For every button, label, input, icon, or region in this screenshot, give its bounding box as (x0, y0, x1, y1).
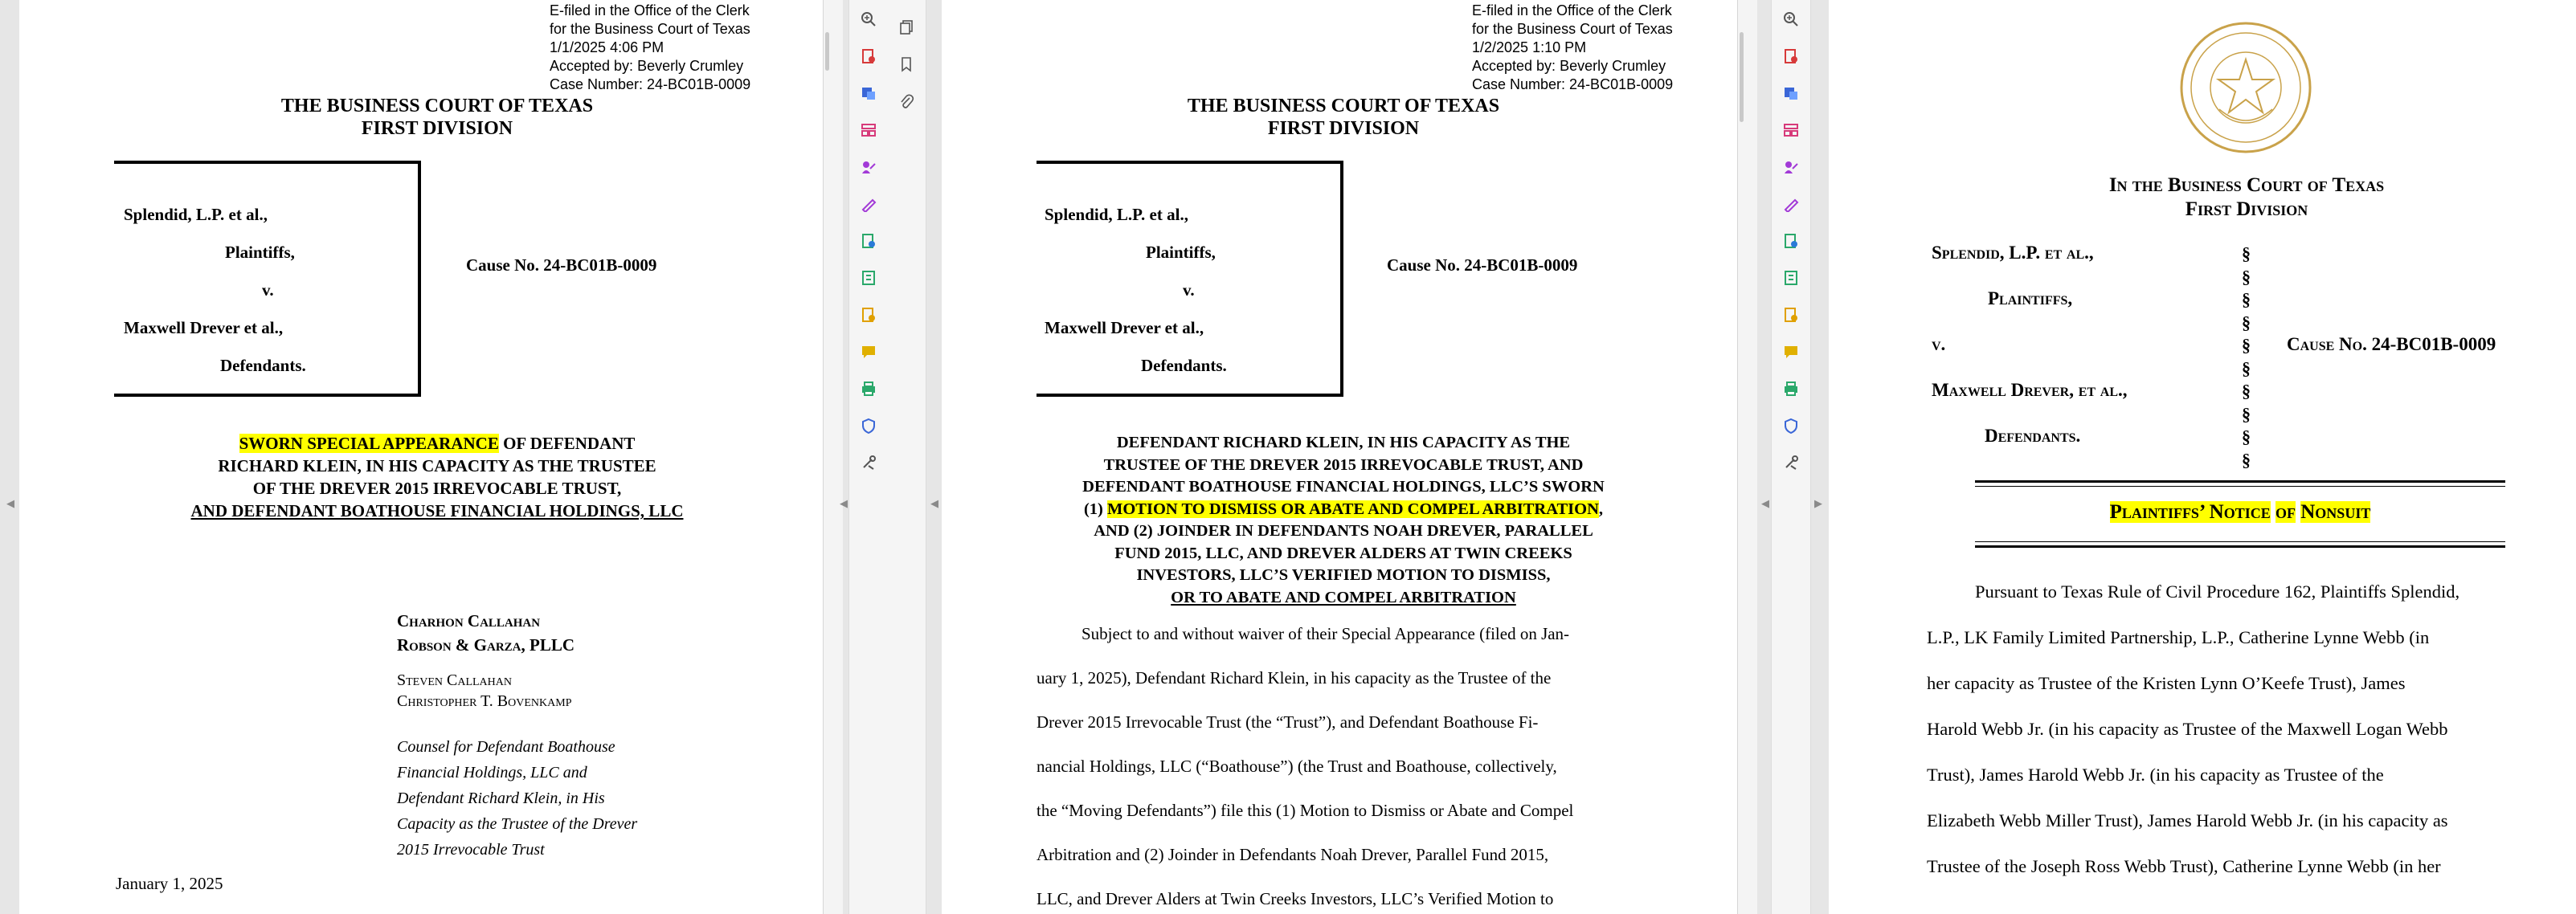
bookmarks-icon[interactable] (898, 56, 914, 72)
export-file-icon[interactable] (1783, 307, 1799, 323)
more-tools-icon[interactable] (1783, 455, 1799, 471)
defendant-name: Maxwell Drever et al., (1045, 318, 1204, 337)
efile-stamp: E-filed in the Office of the Clerk for the Business Court of Texas 1/1/2025 4:06 PM Accepted by: Beverly Crumley Case Number: 24-BC01B-0009 (550, 2, 751, 92)
defendants-label: Defendants. (1985, 426, 2081, 446)
document-title: SWORN SPECIAL APPEARANCE OF DEFENDANT RICHARD KLEIN, IN HIS CAPACITY AS THE TRUSTEE OF THE DREVER 2015 IRREVOCABLE TRUST, AND DEFENDANT BOATHOUSE FINANCIAL HOLDINGS, LLC (190, 434, 684, 520)
zoom-icon[interactable] (1783, 11, 1799, 27)
panel-collapse-arrow[interactable]: ◀ (840, 498, 848, 510)
defendant-name: Maxwell Drever et al., (124, 318, 284, 337)
filing-date: January 1, 2025 (116, 874, 223, 893)
panel-collapse-arrow[interactable]: ◀ (930, 498, 938, 510)
scrollbar[interactable] (823, 0, 843, 914)
print-icon[interactable] (861, 381, 877, 397)
more-tools-icon[interactable] (861, 455, 877, 471)
scrollbar[interactable] (1737, 0, 1757, 914)
court-heading: THE BUSINESS COURT OF TEXAS FIRST DIVISION (1187, 96, 1500, 139)
highlighted-title: SWORN SPECIAL APPEARANCE (239, 434, 499, 453)
court-seal (2177, 19, 2314, 156)
attorney-names: Steven Callahan Christopher T. Bovenkamp (397, 671, 572, 710)
notice-title: Plaintiffs’ Notice of Nonsuit (2109, 501, 2371, 523)
export-pdf-icon[interactable] (1783, 48, 1799, 64)
versus: v. (1183, 280, 1195, 300)
versus: v. (1932, 334, 1946, 354)
create-pdf-icon[interactable] (861, 233, 877, 249)
request-signatures-icon[interactable] (861, 159, 877, 175)
document-page-2 (942, 0, 1737, 914)
tools-pane (1771, 0, 1811, 914)
left-panel-collapse-arrow[interactable]: ◀ (6, 498, 14, 510)
panel-expand-arrow[interactable]: ▶ (1814, 498, 1822, 510)
document-page-1 (19, 0, 823, 914)
cause-number: Cause No. 24-BC01B-0009 (466, 255, 657, 275)
court-heading: In the Business Court of Texas First Division (2108, 174, 2385, 220)
protect-icon[interactable] (861, 418, 877, 434)
compress-pdf-icon[interactable] (1783, 270, 1799, 286)
zoom-icon[interactable] (861, 11, 877, 27)
fill-sign-icon[interactable] (861, 196, 877, 212)
tools-pane (848, 0, 889, 914)
defendants-label: Defendants. (1141, 356, 1227, 375)
scrollbar-thumb[interactable] (825, 32, 829, 71)
plaintiff-name: Splendid, L.P. et al., (1932, 243, 2094, 263)
page-thumbnails-icon[interactable] (898, 19, 914, 35)
attachments-icon[interactable] (898, 93, 914, 109)
nav-pane (887, 0, 926, 914)
compress-pdf-icon[interactable] (861, 270, 877, 286)
panel-collapse-arrow[interactable]: ◀ (1761, 498, 1769, 510)
body-text: Pursuant to Texas Rule of Civil Procedure 162, Plaintiffs Splendid, L.P., LK Family Limited Partnership, L.P., Catherine Lynne Webb (in her capacity as Trustee of the Kristen Lynn O’Keefe Trust), James Harold Webb Jr. (in his capacity as Trustee of the Maxwell Logan Webb Trust), James Harold Webb Jr. (in his capacity as Trustee of the Elizabeth Webb Miller Trust), James Harold Webb Jr. (in his capacity as Trustee of the Joseph Ross Webb Trust), Catherine Lynne Webb (in her (1927, 581, 2460, 876)
cause-number: Cause No. 24-BC01B-0009 (2287, 334, 2496, 354)
organize-pages-icon[interactable] (861, 122, 877, 138)
edit-pdf-icon[interactable] (1783, 85, 1799, 101)
edit-pdf-icon[interactable] (861, 85, 877, 101)
defendant-name: Maxwell Drever, et al., (1932, 380, 2128, 400)
document-page-3 (1829, 0, 2576, 914)
comment-icon[interactable] (861, 344, 877, 360)
protect-icon[interactable] (1783, 418, 1799, 434)
efile-stamp: E-filed in the Office of the Clerk for the Business Court of Texas 1/2/2025 1:10 PM Accepted by: Beverly Crumley Case Number: 24-BC01B-0009 (1472, 2, 1674, 92)
organize-pages-icon[interactable] (1783, 122, 1799, 138)
plaintiff-name: Splendid, L.P. et al., (1045, 205, 1188, 224)
scrollbar-thumb[interactable] (1740, 32, 1744, 122)
counsel-block: Counsel for Defendant Boathouse Financial Holdings, LLC and Defendant Richard Klein, in His Capacity as the Trustee of the Drever 2015 Irrevocable Trust (397, 738, 638, 859)
print-icon[interactable] (1783, 381, 1799, 397)
defendants-label: Defendants. (220, 356, 306, 375)
firm-name: Charhon Callahan Robson & Garza, PLLC (397, 611, 575, 655)
plaintiffs-label: Plaintiffs, (1988, 288, 2073, 308)
comment-icon[interactable] (1783, 344, 1799, 360)
export-file-icon[interactable] (861, 307, 877, 323)
notice-rule-bottom (1975, 541, 2505, 548)
plaintiffs-label: Plaintiffs, (1146, 243, 1216, 262)
fill-sign-icon[interactable] (1783, 196, 1799, 212)
plaintiffs-label: Plaintiffs, (225, 243, 295, 262)
request-signatures-icon[interactable] (1783, 159, 1799, 175)
highlighted-title: MOTION TO DISMISS OR ABATE AND COMPEL ARBITRATION (1107, 500, 1599, 518)
section-marks: § § § § § § § § § § (2242, 243, 2251, 470)
export-pdf-icon[interactable] (861, 48, 877, 64)
create-pdf-icon[interactable] (1783, 233, 1799, 249)
body-text: Subject to and without waiver of their Special Appearance (filed on Jan- uary 1, 2025), Defendant Richard Klein, in his capacity as the Trustee of the Drever 2015 Irrevocable Trust (the “Trust”), and Defendant Boathouse Fi- nancial Holdings, LLC (“Boathouse”) (the Trust and Boathouse, collectively, the “Moving Defendants”) file this (1) Motion to Dismiss or Abate and Compel Arbitration and (2) Joinder in Defendants Noah Drever, Parallel Fund 2015, LLC, and Drever Alders at Twin Creeks Investors, LLC’s Verified Motion to (1037, 624, 1574, 908)
document-title: DEFENDANT RICHARD KLEIN, IN HIS CAPACITY AS THE TRUSTEE OF THE DREVER 2015 IRREVOCABLE TRUST, AND DEFENDANT BOATHOUSE FINANCIAL HOLDINGS, LLC’S SWORN (1) MOTION TO DISMISS OR ABATE AND COMPEL ARBITRATION, AND (2) JOINDER IN DEFENDANTS NOAH DREVER, PARALLEL FUND 2015, LLC, AND DREVER ALDERS AT TWIN CREEKS INVESTORS, LLC’S VERIFIED MOTION TO DISMISS, OR TO ABATE AND COMPEL ARBITRATION (1082, 434, 1605, 606)
plaintiff-name: Splendid, L.P. et al., (124, 205, 268, 224)
versus: v. (262, 280, 274, 300)
cause-number: Cause No. 24-BC01B-0009 (1387, 255, 1578, 275)
notice-rule-top (1975, 480, 2505, 487)
court-heading: THE BUSINESS COURT OF TEXAS FIRST DIVISION (280, 96, 594, 139)
